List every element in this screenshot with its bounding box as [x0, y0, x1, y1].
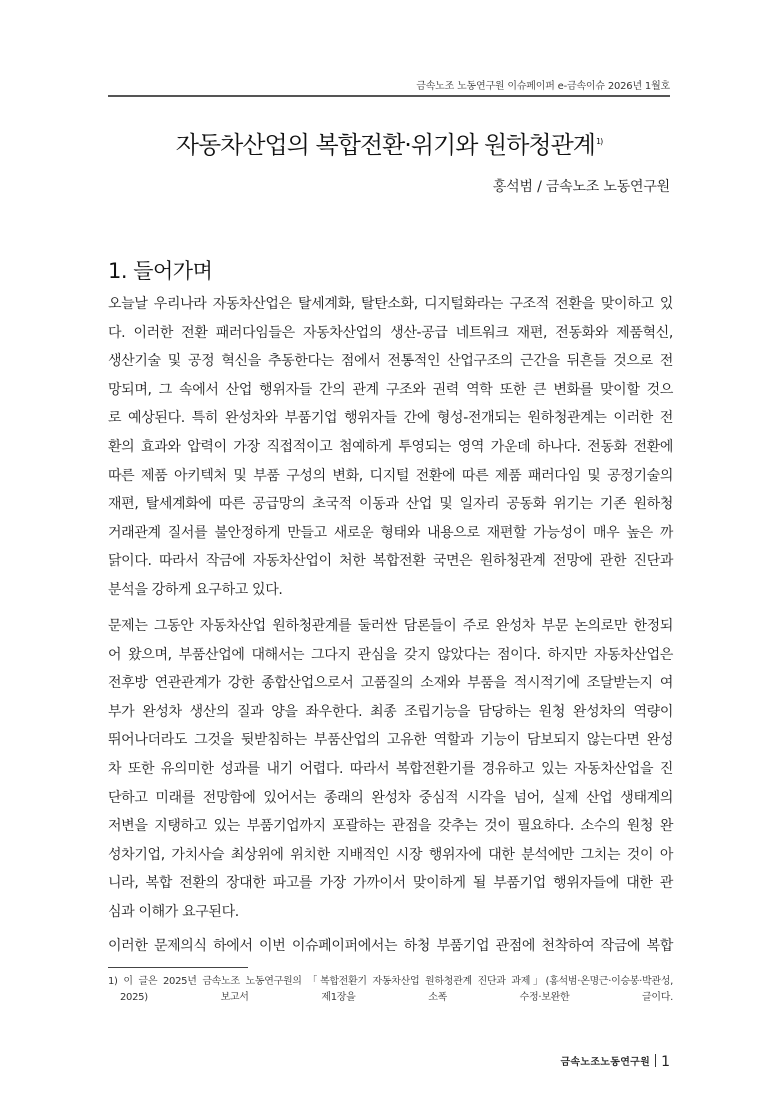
- paragraph-line: 이러한 문제의식 하에서 이번 이슈페이퍼에서는 하청 부품기업 관점에 천착하여 작금에 복합: [108, 938, 673, 954]
- paragraph-line: 분석을 강하게 요구하고 있다.: [108, 581, 283, 598]
- footnote-rule: [108, 967, 248, 968]
- paragraph-line: 오늘날 우리나라 자동차산업은 탈세계화, 탈탄소화, 디지털화라는 구조적 전환을 맞이하고 있: [108, 296, 673, 312]
- paragraph-line: 부가 완성차 생산의 질과 양을 좌우한다. 최종 조립기능을 담당하는 원청 완성차의 역량이: [108, 703, 673, 720]
- paragraph-3: [108, 932, 673, 961]
- paragraph-line: 심과 이해가 요구된다.: [108, 903, 239, 920]
- document-title: [108, 125, 670, 160]
- page-number: 1: [661, 1054, 670, 1070]
- footnote: [108, 974, 673, 1006]
- footer-separator: [655, 1054, 656, 1067]
- paragraph-line: 거래관계 질서를 불안정하게 만들고 새로운 형태와 내용으로 재편할 가능성이 매우 높은 까: [108, 524, 673, 541]
- paragraph-line: 전후방 연관관계가 강한 종합산업으로서 고품질의 소재와 부품을 적시적기에 조달받는지 여: [108, 675, 673, 692]
- author-line: 홍석범 / 금속노조 노동연구원: [492, 179, 670, 195]
- section-heading: 1. 들어가며: [108, 259, 213, 283]
- paragraph-line: 닭이다. 따라서 작금에 자동차산업이 처한 복합전환 국면은 원하청관계 전망에 관한 진단과: [108, 553, 673, 570]
- running-header: 금속노조 노동연구원 이슈페이퍼 e-금속이슈 2026년 1월호: [416, 81, 670, 92]
- header-rule: [108, 95, 670, 97]
- paragraph-line: 어 왔으며, 부품산업에 대해서는 그다지 관심을 갖지 않았다는 점이다. 하지만 자동차산업은: [108, 646, 673, 663]
- paragraph-line: 저변을 지탱하고 있는 부품기업까지 포괄하는 관점을 갖추는 것이 필요하다. 소수의 원청 완: [108, 818, 673, 835]
- footer-org: 금속노조노동연구원: [560, 1057, 651, 1068]
- paragraph-line: 재편, 탈세계화에 따른 공급망의 초국적 이동과 산업 및 일자리 공동화 위기는 기존 원하청: [108, 496, 673, 513]
- footnote-line: 1) 이 글은 2025년 금속노조 노동연구원의 「복합전환기 자동차산업 원하청관계 진단과 과제」(홍석범·온명근·이승봉·박관성,: [108, 976, 673, 987]
- document-title-text: 자동차산업의 복합전환·위기와 원하청관계: [175, 131, 595, 159]
- paragraph-line: 로 예상된다. 특히 완성차와 부품기업 행위자들 간에 형성-전개되는 원하청관계는 이러한 전: [108, 410, 673, 427]
- paragraph-line: 환의 효과와 압력이 가장 직접적이고 첨예하게 투영되는 영역 가운데 하나다. 전동화 전환에: [108, 438, 673, 455]
- page-footer: [560, 1053, 670, 1070]
- paragraph-line: 망되며, 그 속에서 산업 행위자들 간의 관계 구조와 권력 역학 또한 큰 변화를 맞이할 것으: [108, 381, 673, 398]
- paragraph-line: 생산기술 및 공정 혁신을 추동한다는 점에서 전통적인 산업구조의 근간을 뒤흔들 것으로 전: [108, 353, 673, 370]
- paragraph-line: 성차기업, 가치사슬 최상위에 위치한 지배적인 시장 행위자에 대한 분석에만 그치는 것이 아: [108, 846, 673, 863]
- paragraph-line: 다. 이러한 전환 패러다임들은 자동차산업의 생산-공급 네트워크 재편, 전동화와 제품혁신,: [108, 324, 673, 341]
- paragraph-line: 따른 제품 아키텍처 및 부품 구성의 변화, 디지털 전환에 따른 제품 패러다임 및 공정기술의: [108, 467, 673, 484]
- paragraph-line: 뛰어나더라도 그것을 뒷받침하는 부품산업의 고유한 역할과 기능이 담보되지 않는다면 완성: [108, 732, 673, 749]
- title-footnote-ref[interactable]: 1): [595, 137, 603, 146]
- footnote-line: 2025) 보고서 제1장을 소폭 수정·보완한 글이다.: [120, 992, 673, 1003]
- paragraph-2: [108, 612, 673, 927]
- paragraph-1: [108, 290, 673, 605]
- paragraph-line: 니라, 복합 전환의 장대한 파고를 가장 가까이서 맞이하게 될 부품기업 행위자들에 대한 관: [108, 875, 673, 892]
- paragraph-line: 차 또한 유의미한 성과를 내기 어렵다. 따라서 복합전환기를 경유하고 있는 자동차산업을 진: [108, 760, 673, 777]
- paragraph-line: 문제는 그동안 자동차산업 원하청관계를 둘러싼 담론들이 주로 완성차 부문 논의로만 한정되: [108, 618, 673, 634]
- paragraph-line: 단하고 미래를 전망함에 있어서는 종래의 완성차 중심적 시각을 넘어, 실제 산업 생태계의: [108, 789, 673, 806]
